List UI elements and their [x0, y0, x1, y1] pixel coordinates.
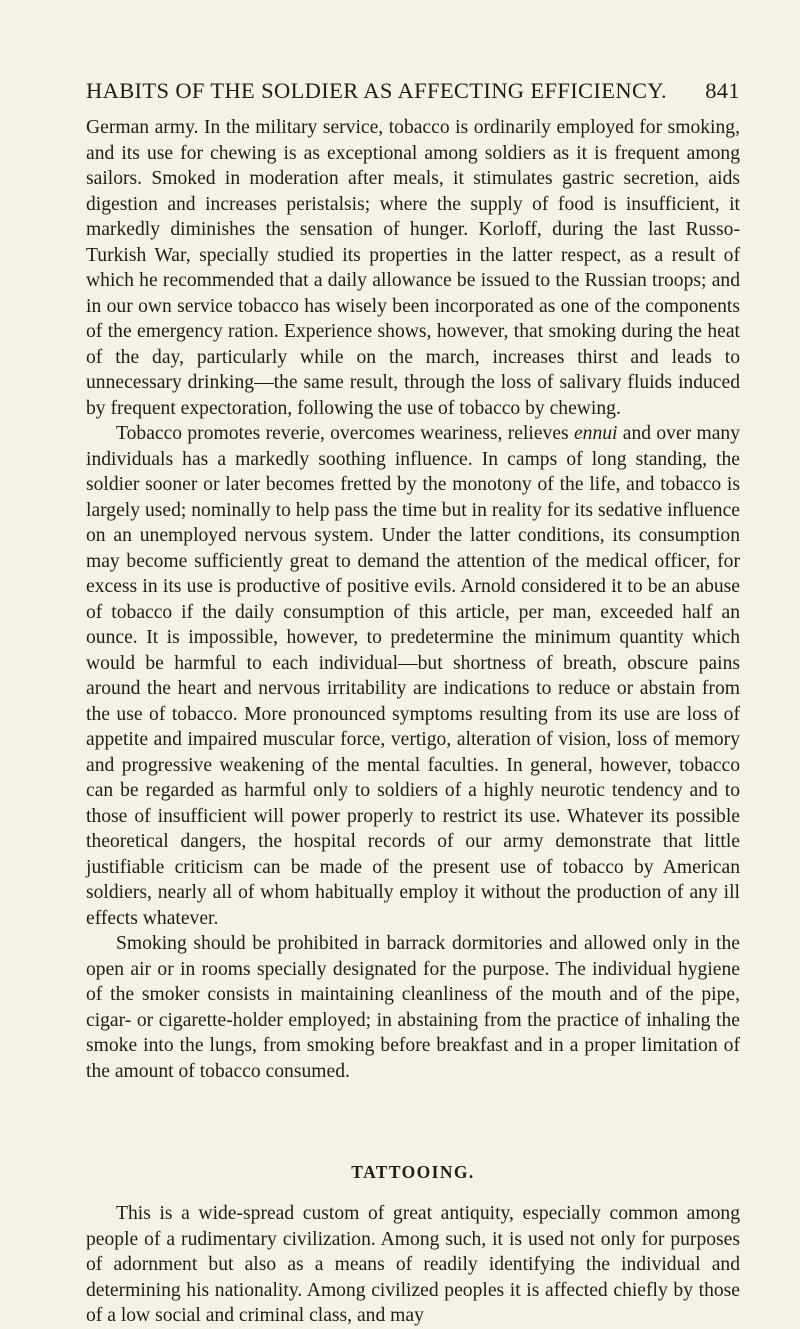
paragraph-text: Smoking should be prohibited in barrack dormitories and allowed only in the open air or in rooms specially designated for the purpose. The individual hygiene of the smoker consists in maintaining cleanliness of the mouth and of the pipe, cigar- or cigarette-holder employed; in abstaining from the practice of inhaling the smoke into the lungs, from smoking before breakfast and in a proper limitation of the amount of tobacco consumed.	[86, 933, 740, 1082]
running-head-title: HABITS OF THE SOLDIER AS AFFECTING EFFICIENCY.	[86, 78, 667, 103]
paragraph-text: This is a wide-spread custom of great antiquity, especially common among people of a rudimentary civilization. Among such, it is used not only for purposes of adornment but also as a means of readily identifying the individual and determining his nationality. Among civilized peoples it is affected chiefly by those of a low social and criminal class, and may	[86, 1203, 740, 1326]
paragraph-text: German army. In the military service, tobacco is ordinarily employed for smoking, and its use for chewing is as exceptional among soldiers as it is frequent among sailors. Smoked in moderation after meals, it stimulates gastric secretion, aids digestion and increases peristalsis; where the supply of food is insufficient, it markedly diminishes the sensation of hunger. Korloff, during the last Russo-Turkish War, specially studied its properties in the latter respect, as a result of which he recommended that a daily allowance be issued to the Russian troops; and in our own service tobacco has wisely been incorporated as one of the components of the emergency ration. Experience shows, however, that smoking during the heat of the day, particularly while on the march, increases thirst and leads to unnecessary drinking—the same result, through the loss of salivary fluids induced by frequent expectoration, following the use of tobacco by chewing.	[86, 117, 740, 419]
body-text	[86, 115, 740, 1084]
section-heading: TATTOOING.	[351, 1162, 475, 1182]
running-head	[86, 78, 740, 108]
page-number: 841	[705, 78, 740, 103]
paragraph-tattooing	[86, 1201, 740, 1329]
paragraph-tobacco-effects	[86, 421, 740, 931]
paragraph-smoking-hygiene	[86, 931, 740, 1084]
paragraph-text: Tobacco promotes reverie, overcomes weariness, relieves	[116, 423, 574, 444]
emphasis-text: ennui	[573, 423, 618, 444]
paragraph-text: and over many individuals has a markedly soothing influence. In camps of long standing, the soldier sooner or later becomes fretted by the monotony of the life, and tobacco is largely used; nominally to help pass the time but in reality for its sedative influence on an unemployed nervous system. Under the latter conditions, its consumption may become sufficiently great to demand the attention of the medical officer, for excess in its use is productive of positive evils. Arnold considered it to be an abuse of tobacco if the daily consumption of this article, per man, exceeded half an ounce. It is impossible, however, to predetermine the minimum quantity which would be harmful to each individual—but shortness of breath, obscure pains around the heart and nervous irritability are indications to reduce or abstain from the use of tobacco. More pronounced symptoms resulting from its use are loss of appetite and impaired muscular force, vertigo, alteration of vision, loss of memory and progressive weakening of the mental faculties. In general, however, tobacco can be regarded as harmful only to soldiers of a highly neurotic tendency and to those of insufficient will power properly to restrict its use. Whatever its possible theoretical dangers, the hospital records of our army demonstrate that little justifiable criticism can be made of the present use of tobacco by American soldiers, nearly all of whom habitually employ it without the production of any ill effects whatever.	[86, 423, 740, 929]
section-text	[86, 1201, 740, 1329]
paragraph-tobacco-use	[86, 115, 740, 421]
